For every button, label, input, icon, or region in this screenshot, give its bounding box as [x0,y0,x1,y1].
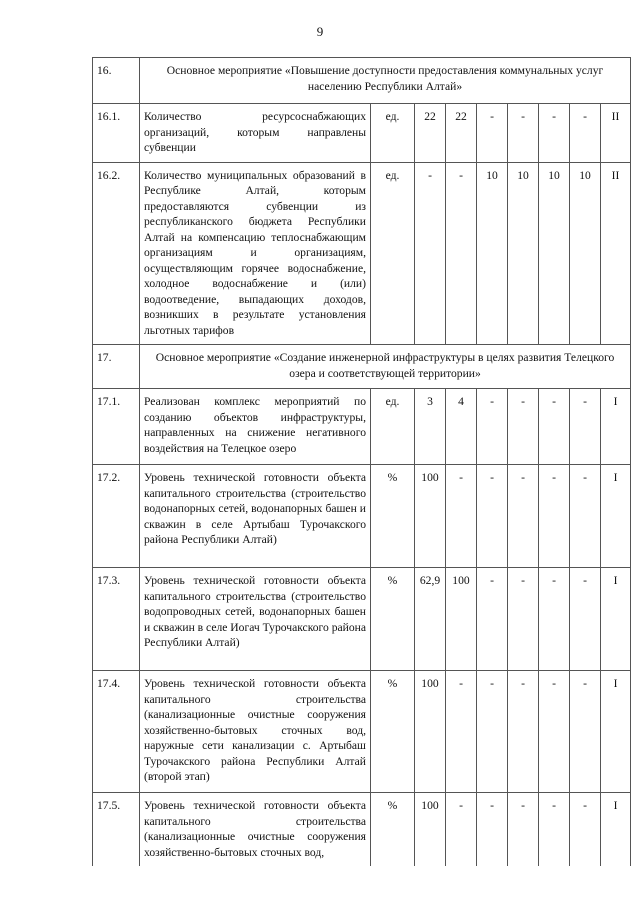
value-cell: 10 [508,162,539,345]
value-cell: 22 [446,104,477,163]
table-row-section-16 [93,58,631,104]
section-title: Основное мероприятие «Повышение доступности предоставления коммунальных услуг населению Республики Алтай» [140,58,631,104]
indicator-description: Уровень технической готовности объекта капитального строительства (строительство водонапорных сетей, водонапорных башен и скважин в селе Артыбаш Турочакского района Республики Алтай) [140,465,371,568]
category-cell: I [601,465,631,568]
value-cell: 10 [539,162,570,345]
category-cell: I [601,793,631,867]
row-number: 17. [93,345,140,389]
value-cell: 100 [446,568,477,671]
value-cell: 62,9 [415,568,446,671]
indicators-table [92,57,631,866]
value-cell: - [415,162,446,345]
value-cell: - [477,671,508,793]
value-cell: - [539,793,570,867]
row-number: 17.1. [93,389,140,465]
value-cell: - [477,389,508,465]
row-number: 16.2. [93,162,140,345]
table-row [93,104,631,163]
row-number: 17.4. [93,671,140,793]
indicator-description: Реализован комплекс мероприятий по созданию объектов инфраструктуры, направленных на снижение негативного воздействия на Телецкое озеро [140,389,371,465]
value-cell: - [508,465,539,568]
section-title: Основное мероприятие «Создание инженерной инфраструктуры в целях развития Телецкого озера и соответствующей территории» [140,345,631,389]
unit-cell: % [371,568,415,671]
value-cell: - [539,465,570,568]
value-cell: 22 [415,104,446,163]
value-cell: - [570,389,601,465]
table-row [93,793,631,867]
row-number: 17.5. [93,793,140,867]
row-number: 17.2. [93,465,140,568]
unit-cell: % [371,671,415,793]
value-cell: 100 [415,465,446,568]
value-cell: - [570,465,601,568]
value-cell: - [446,465,477,568]
table-row [93,568,631,671]
value-cell: - [539,104,570,163]
table-row [93,162,631,345]
category-cell: I [601,389,631,465]
table-row [93,465,631,568]
unit-cell: ед. [371,104,415,163]
indicator-description: Количество муниципальных образований в Республике Алтай, которым предоставляются субвенции из республиканского бюджета Республики Алтай на компенсацию теплоснабжающим организациям и организациям, осуществляющим горячее водоснабжение, холодное водоснабжение и (или) водоотведение, выпадающих доходов, возникших в результате установления льготных тарифов [140,162,371,345]
value-cell: 4 [446,389,477,465]
unit-cell: % [371,465,415,568]
table-row [93,389,631,465]
value-cell: - [570,104,601,163]
value-cell: 3 [415,389,446,465]
row-number: 16.1. [93,104,140,163]
value-cell: 100 [415,671,446,793]
value-cell: - [477,568,508,671]
row-number: 17.3. [93,568,140,671]
value-cell: 10 [570,162,601,345]
indicator-description: Уровень технической готовности объекта капитального строительства (канализационные очистные сооружения хозяйственно-бытовых сточных вод, [140,793,371,867]
value-cell: - [570,793,601,867]
category-cell: I [601,671,631,793]
unit-cell: ед. [371,389,415,465]
unit-cell: % [371,793,415,867]
value-cell: - [508,793,539,867]
page-number: 9 [316,24,324,39]
value-cell: - [539,389,570,465]
indicator-description: Уровень технической готовности объекта капитального строительства (канализационные очистные сооружения хозяйственно-бытовых сточных вод, наружные сети канализации с. Артыбаш Турочакского района Республики Алтай (второй этап) [140,671,371,793]
table-row [93,671,631,793]
value-cell: - [508,389,539,465]
value-cell: - [477,793,508,867]
value-cell: 100 [415,793,446,867]
value-cell: - [539,568,570,671]
value-cell: - [570,568,601,671]
value-cell: - [570,671,601,793]
value-cell: - [446,671,477,793]
row-number: 16. [93,58,140,104]
value-cell: - [508,104,539,163]
unit-cell: ед. [371,162,415,345]
value-cell: - [477,465,508,568]
value-cell: - [508,671,539,793]
value-cell: - [446,793,477,867]
value-cell: - [508,568,539,671]
value-cell: - [539,671,570,793]
category-cell: I [601,568,631,671]
value-cell: - [446,162,477,345]
indicator-description: Уровень технической готовности объекта капитального строительства (строительство водопроводных сетей, водонапорных башен и скважин в селе Иогач Турочакского района Республики Алтай) [140,568,371,671]
value-cell: 10 [477,162,508,345]
table-row-section-17 [93,345,631,389]
category-cell: II [601,104,631,163]
value-cell: - [477,104,508,163]
indicator-description: Количество ресурсоснабжающих организаций, которым направлены субвенции [140,104,371,163]
category-cell: II [601,162,631,345]
